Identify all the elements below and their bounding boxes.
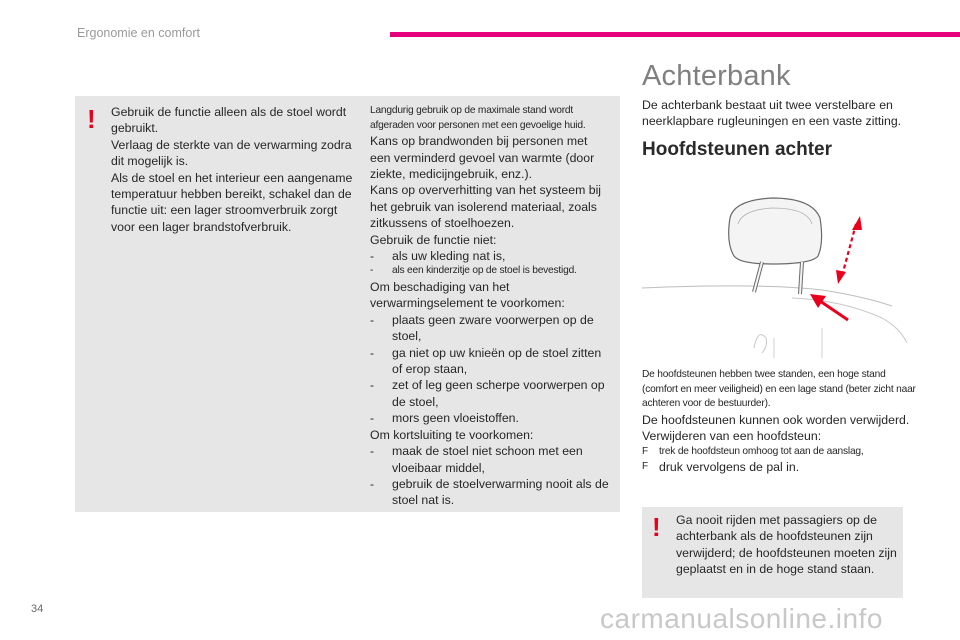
warning-subtitle: Gebruik de functie niet: [370, 232, 497, 247]
list-item: - maak de stoel niet schoon met een vloeibaar middel, [370, 444, 583, 475]
header-accent-bar [390, 32, 960, 37]
warning-paragraph: Verlaag de sterkte van de verwarming zodra dit mogelijk is. [111, 137, 352, 169]
watermark: carmanualsonline.info [600, 603, 883, 634]
headrests-title: Hoofdsteunen achter [642, 139, 833, 160]
warning-subtitle: Om beschadiging van het verwarmingselement te voorkomen: [370, 280, 565, 311]
warning-paragraph: Kans op brandwonden bij personen met een verminderd gevoel van warmte (door ziekte, medicijngebruik, enz.). [370, 134, 595, 181]
warning-right-column [370, 104, 610, 509]
remove-title: Verwijderen van een hoofdsteun: [642, 429, 822, 444]
warning-paragraph: Als de stoel en het interieur een aangename temperatuur hebben bereikt, schakel dan de functie uit: een lager stroomverbruik zorgt voor een lager brandstofverbruik. [111, 170, 353, 234]
removable-text: De hoofdsteunen kunnen ook worden verwijderd. [642, 412, 910, 427]
up-down-arrow-icon [842, 224, 856, 276]
list-item: F druk vervolgens de pal in. [642, 460, 800, 475]
list-item: - ga niet op uw knieën op de stoel zitten of erop staan, [370, 345, 602, 377]
warning-small-note: Langdurig gebruik op de maximale stand wordt afgeraden voor personen met een gevoelige huid. [370, 105, 586, 131]
warning-paragraph: Gebruik de functie alleen als de stoel wordt gebruikt. [111, 105, 347, 136]
page-number: 34 [31, 603, 44, 615]
section-title: Achterbank [642, 60, 791, 92]
intro-text: De achterbank bestaat uit twee verstelbare en neerklapbare rugleuningen en een vaste zitting. [642, 98, 902, 129]
warning-left-column [111, 104, 356, 235]
list-item: - gebruik de stoelverwarming nooit als de stoel nat is. [370, 476, 609, 508]
list-item: - mors geen vloeistoffen. [370, 411, 519, 426]
list-item: F trek de hoofdsteun omhoog tot aan de aanslag, [642, 445, 864, 457]
list-item: - zet of leg geen scherpe voorwerpen op de stoel, [370, 378, 605, 409]
press-arrow-icon [810, 294, 848, 320]
list-item: - plaats geen zware voorwerpen op de stoel, [370, 312, 594, 344]
headrest-illustration [642, 188, 912, 358]
headrest-description [642, 368, 917, 476]
warning-paragraph: Kans op oververhitting van het systeem bij het gebruik van isolerend materiaal, zoals zitkussens of stoelhoezen. [370, 183, 602, 231]
caption-small: De hoofdsteunen hebben twee standen, een hoge stand (comfort en meer veiligheid) en een lage stand (beter zicht naar achteren voor de bestuurder). [642, 369, 916, 410]
list-item: - als een kinderzitje op de stoel is bevestigd. [370, 265, 577, 277]
warning-exclamation-icon: ! [652, 512, 661, 542]
list-item: - als uw kleding nat is, [370, 249, 506, 264]
warning-subtitle: Om kortsluiting te voorkomen: [370, 427, 534, 442]
bottom-warning-text: Ga nooit rijden met passagiers op de achterbank als de hoofdsteunen zijn verwijderd; de hoofdsteunen moeten zijn geplaatst en in de hoge stand staan. [676, 513, 897, 577]
header-section-title: Ergonomie en comfort [77, 26, 200, 40]
warning-exclamation-icon: ! [87, 104, 96, 134]
